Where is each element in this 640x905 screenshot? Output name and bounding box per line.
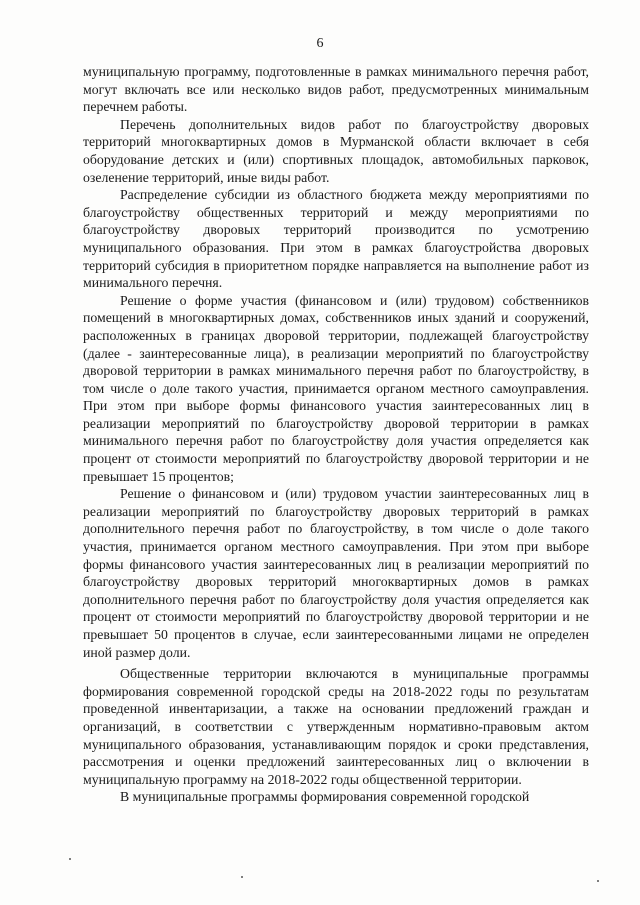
scan-speck <box>597 880 599 882</box>
paragraph-1: муниципальную программу, подготовленные в рамках минимального перечня работ, могут включать все или несколько видов работ, предусмотренных минимальным перечнем работы. <box>83 64 589 115</box>
page-number: 6 <box>316 36 324 51</box>
scan-speck <box>241 876 243 878</box>
scan-speck <box>69 858 71 860</box>
paragraph-2: Перечень дополнительных видов работ по благоустройству дворовых территорий многоквартирных домов в Мурманской области включает в себя оборудование детских и (или) спортивных площадок, автомобильных парковок, озеленение территорий, иные виды работ. <box>83 116 589 185</box>
body-text <box>83 63 589 806</box>
paragraph-6: Общественные территории включаются в муниципальные программы формирования современной городской среды на 2018-2022 годы по результатам проведенной инвентаризации, а также на основании предложений граждан и организаций, в соответствии с утвержденным нормативно-правовым актом муниципального образования, устанавливающим порядок и сроки представления, рассмотрения и оценки предложений заинтересованных лиц о включении в муниципальную программу на 2018-2022 годы общественной территории. <box>83 666 589 787</box>
paragraph-7: В муниципальные программы формирования современной городской <box>120 789 530 805</box>
paragraph-3: Распределение субсидии из областного бюджета между мероприятиями по благоустройству общественных территорий и между мероприятиями по благоустройству дворовых территорий производится по усмотрению муниципального образования. При этом в рамках благоустройства дворовых территорий субсидия в приоритетном порядке направляется на выполнение работ из минимального перечня. <box>83 187 589 291</box>
paragraph-5: Решение о финансовом и (или) трудовом участии заинтересованных лиц в реализации мероприятий по благоустройству дворовых территорий в рамках дополнительного перечня работ по благоустройству, в том числе о доле такого участия, принимается органом местного самоуправления. При этом при выборе формы финансового участия заинтересованных лиц в реализации мероприятий по благоустройству дворовых территорий многоквартирных домов в рамках дополнительного перечня работ по благоустройству доля участия определяется как процент от стоимости мероприятий по благоустройству дворовой территории и не превышает 50 процентов в случае, если заинтересованными лицами не определен иной размер доли. <box>83 486 589 660</box>
paragraph-4: Решение о форме участия (финансовом и (или) трудовом) собственников помещений в многоквартирных домах, собственников иных зданий и сооружений, расположенных в границах дворовой территории, подлежащей благоустройству (далее - заинтересованные лица), в реализации мероприятий по благоустройству дворовой территории в рамках минимального перечня работ по благоустройству, в том числе о доле такого участия, принимается органом местного самоуправления. При этом при выборе формы финансового участия заинтересованных лиц в реализации мероприятий по благоустройству дворовой территории в рамках минимального перечня работ по благоустройству доля участия определяется как процент от стоимости мероприятий по благоустройству дворовой территории и не превышает 15 процентов; <box>83 292 589 484</box>
